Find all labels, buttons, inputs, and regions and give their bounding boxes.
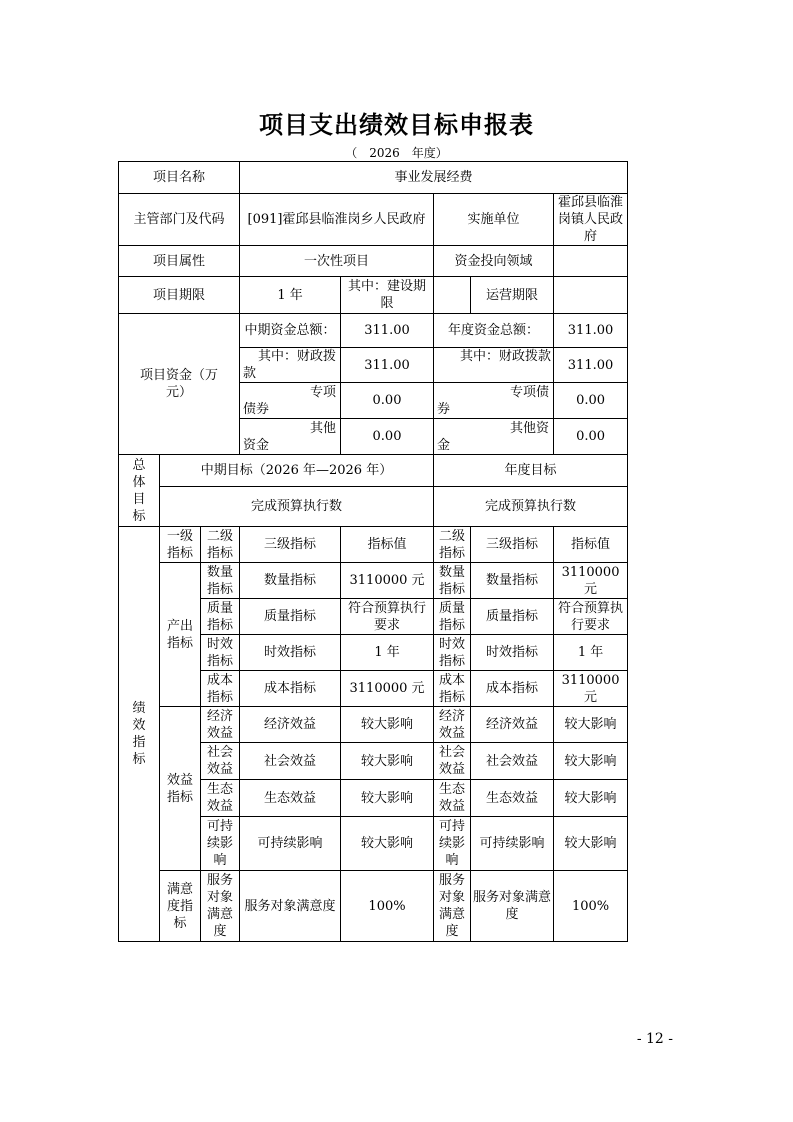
header-level3-year: 三级指标 [471, 527, 554, 563]
row-project-name [119, 162, 628, 194]
indicator-l2: 社会效益 [201, 743, 240, 780]
invest-label: 资金投向领域 [434, 246, 554, 277]
year-other-label [434, 419, 554, 455]
row-department [119, 194, 628, 246]
header-value-year: 指标值 [554, 527, 628, 563]
indicator-l3-year: 成本指标 [471, 671, 554, 707]
indicator-l3-year: 服务对象满意度 [471, 871, 554, 942]
indicator-l2-year: 成本指标 [434, 671, 471, 707]
indicator-value-year: 符合预算执行要求 [554, 599, 628, 635]
indicator-value-year: 较大影响 [554, 817, 628, 871]
benefit-indicator-label: 效益指标 [160, 707, 201, 871]
row-indicator-header [119, 527, 628, 563]
output-indicator-label: 产出指标 [160, 563, 201, 707]
page-number: - 12 - [636, 1031, 673, 1047]
row-fund-total [119, 314, 628, 348]
header-level3: 三级指标 [240, 527, 341, 563]
project-name-label: 项目名称 [119, 162, 240, 194]
project-name-value: 事业发展经费 [240, 162, 628, 194]
header-level2: 二级指标 [201, 527, 240, 563]
mid-fiscal-value: 311.00 [341, 348, 434, 383]
table-row [119, 563, 628, 599]
indicator-l3-year: 生态效益 [471, 780, 554, 817]
mid-other-label-bottom: 资金 [243, 437, 270, 453]
indicator-value-year: 较大影响 [554, 707, 628, 743]
indicator-value: 3110000 元 [341, 671, 434, 707]
mid-other-value: 0.00 [341, 419, 434, 455]
mid-goal-text: 完成预算执行数 [160, 487, 434, 527]
indicator-l2: 成本指标 [201, 671, 240, 707]
indicator-value: 较大影响 [341, 817, 434, 871]
build-period-value [434, 277, 471, 314]
dept-label: 主管部门及代码 [119, 194, 240, 246]
indicator-l3-year: 数量指标 [471, 563, 554, 599]
row-attribute [119, 246, 628, 277]
performance-target-table [118, 161, 628, 942]
row-goal-header [119, 455, 628, 487]
year-total-value: 311.00 [554, 314, 628, 348]
period-label: 项目期限 [119, 277, 240, 314]
indicator-l2: 可持续影响 [201, 817, 240, 871]
impl-unit-label: 实施单位 [434, 194, 554, 246]
ops-period-value [554, 277, 628, 314]
indicator-l3: 数量指标 [240, 563, 341, 599]
page-title: 项目支出绩效目标申报表 [259, 111, 534, 139]
indicator-l2-year: 可持续影响 [434, 817, 471, 871]
table-row [119, 707, 628, 743]
indicator-value-year: 较大影响 [554, 780, 628, 817]
period-value: 1 年 [240, 277, 341, 314]
indicator-l3-year: 可持续影响 [471, 817, 554, 871]
indicator-value: 100% [341, 871, 434, 942]
indicator-l3: 可持续影响 [240, 817, 341, 871]
row-goal-content [119, 487, 628, 527]
year-other-value: 0.00 [554, 419, 628, 455]
indicator-value: 较大影响 [341, 707, 434, 743]
year-bond-value: 0.00 [554, 383, 628, 419]
indicator-l3: 时效指标 [240, 635, 341, 671]
build-period-label: 其中：建设期限 [341, 277, 434, 314]
indicator-l2: 时效指标 [201, 635, 240, 671]
attr-label: 项目属性 [119, 246, 240, 277]
mid-total-label: 中期资金总额： [240, 314, 341, 348]
indicator-l2-year: 质量指标 [434, 599, 471, 635]
fund-label: 项目资金（万元） [119, 314, 240, 455]
indicator-l2-year: 经济效益 [434, 707, 471, 743]
indicator-l3-year: 质量指标 [471, 599, 554, 635]
mid-bond-label-top: 专项 [310, 384, 337, 400]
indicator-l3: 经济效益 [240, 707, 341, 743]
impl-unit-value: 霍邱县临淮岗镇人民政府 [554, 194, 628, 246]
year-other-label-bottom: 金 [437, 437, 451, 453]
indicator-l3: 成本指标 [240, 671, 341, 707]
year-other-label-top: 其他资 [510, 420, 550, 436]
year-goal-text: 完成预算执行数 [434, 487, 628, 527]
indicator-value-year: 3110000 元 [554, 671, 628, 707]
header-level2-year: 二级指标 [434, 527, 471, 563]
mid-other-label-top: 其他 [310, 420, 337, 436]
satisfaction-indicator-label: 满意度指标 [160, 871, 201, 942]
indicator-value-year: 1 年 [554, 635, 628, 671]
invest-value [554, 246, 628, 277]
indicator-l3: 服务对象满意度 [240, 871, 341, 942]
row-period [119, 277, 628, 314]
indicator-l2: 生态效益 [201, 780, 240, 817]
indicator-l2-year: 数量指标 [434, 563, 471, 599]
indicator-l3: 社会效益 [240, 743, 341, 780]
indicator-l2: 数量指标 [201, 563, 240, 599]
indicator-l3: 质量指标 [240, 599, 341, 635]
ops-period-label: 运营期限 [471, 277, 554, 314]
indicator-l2: 服务对象满意度 [201, 871, 240, 942]
indicator-value-year: 较大影响 [554, 743, 628, 780]
attr-value: 一次性项目 [240, 246, 434, 277]
indicator-value: 符合预算执行要求 [341, 599, 434, 635]
mid-fiscal-label-bottom: 款 [243, 366, 257, 381]
year-fiscal-label: 其中：财政拨款 [434, 348, 554, 383]
header-level1: 一级指标 [160, 527, 201, 563]
indicator-l2: 经济效益 [201, 707, 240, 743]
mid-goal-header: 中期目标（2026 年—2026 年） [160, 455, 434, 487]
indicator-value: 3110000 元 [341, 563, 434, 599]
indicator-value: 较大影响 [341, 743, 434, 780]
indicator-l3: 生态效益 [240, 780, 341, 817]
year-goal-header: 年度目标 [434, 455, 628, 487]
mid-bond-label [240, 383, 341, 419]
mid-fiscal-label-top: 其中：财政拨 [258, 349, 337, 364]
indicator-value-year: 100% [554, 871, 628, 942]
indicator-l2-year: 社会效益 [434, 743, 471, 780]
header-value: 指标值 [341, 527, 434, 563]
mid-fiscal-label [240, 348, 341, 383]
year-bond-label [434, 383, 554, 419]
year-bond-label-bottom: 券 [437, 401, 451, 417]
indicator-l2-year: 时效指标 [434, 635, 471, 671]
table-row [119, 871, 628, 942]
year-subtitle: （ 2026 年度） [345, 146, 448, 160]
indicator-l2-year: 生态效益 [434, 780, 471, 817]
year-fiscal-value: 311.00 [554, 348, 628, 383]
perf-indicator-label: 绩效指标 [119, 527, 160, 942]
indicator-value: 1 年 [341, 635, 434, 671]
year-total-label: 年度资金总额： [434, 314, 554, 348]
mid-total-value: 311.00 [341, 314, 434, 348]
indicator-value-year: 3110000 元 [554, 563, 628, 599]
mid-bond-label-bottom: 债券 [243, 401, 270, 417]
mid-other-label [240, 419, 341, 455]
indicator-l3-year: 社会效益 [471, 743, 554, 780]
year-bond-label-top: 专项债 [510, 384, 550, 400]
indicator-l2-year: 服务对象满意度 [434, 871, 471, 942]
overall-goal-label: 总体目标 [119, 455, 160, 527]
indicator-l3-year: 经济效益 [471, 707, 554, 743]
indicator-l2: 质量指标 [201, 599, 240, 635]
indicator-value: 较大影响 [341, 780, 434, 817]
dept-value: [091]霍邱县临淮岗乡人民政府 [240, 194, 434, 246]
mid-bond-value: 0.00 [341, 383, 434, 419]
indicator-l3-year: 时效指标 [471, 635, 554, 671]
